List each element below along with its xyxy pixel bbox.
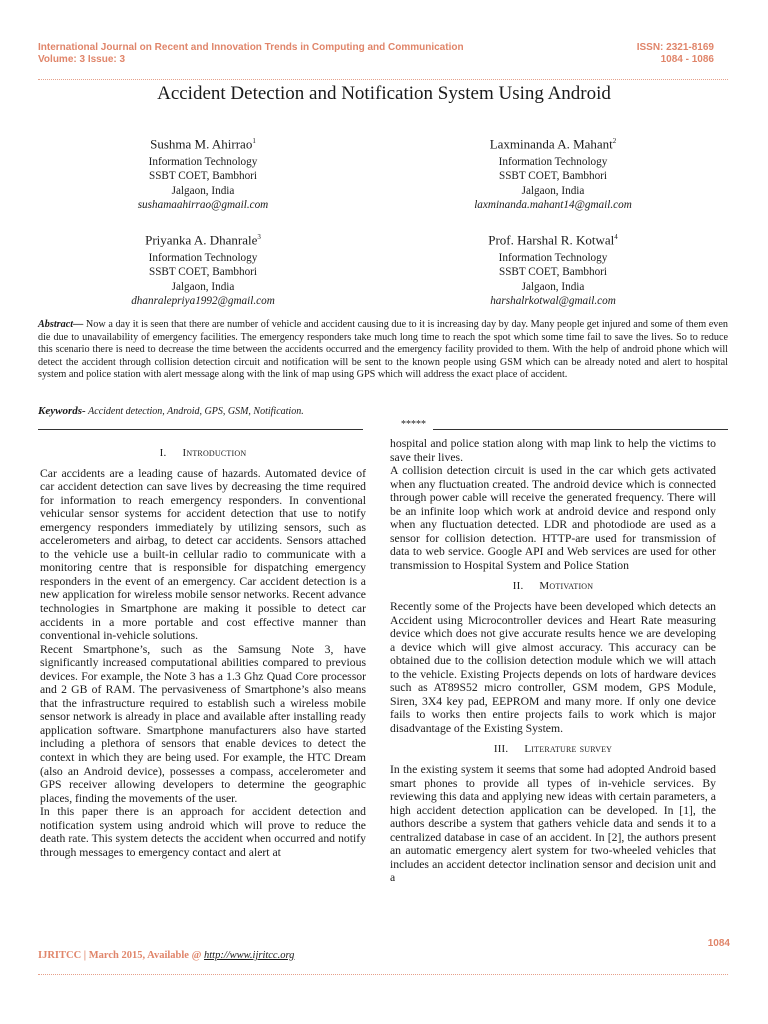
author-loc: Jalgaon, India: [171, 280, 235, 293]
author-email: dhanralepriya1992@gmail.com: [131, 295, 275, 308]
author-block: Sushma M. Ahirrao$^1$ Information Technology SSBT COET, Bambhori Jalgaon, India sushamaahirrao@gmail.com: [73, 134, 333, 213]
paragraph: Recent Smartphone’s, such as the Samsung Note 3, have significantly increased computational abilities compared to previous devices. For example, the Note 3 has a 1.3 Ghz Quad Core processor and 2 GB of RAM. The pervasiveness of Smartphone’s also means that the infrastructure required to establish such a wireless mobile sensor network is already in place and available after installing ready application software. Smartphone manufacturers also have started including a plethora of sensors that enable devices to detect the context in which they are being used. For example, the HTC Dream (also an Android device), possesses a compass, accelerometer and GPS receiver allowing developers to determine the geographic places, finding the movements of the user.: [40, 642, 366, 805]
author-dept: Information Technology: [498, 155, 608, 168]
footer-divider: [38, 974, 728, 975]
left-column: [40, 439, 366, 859]
abstract-label: Abstract—: [38, 319, 84, 330]
section-heading-motivation: II. Motivation: [512, 580, 594, 593]
author-inst: SSBT COET, Bambhori: [148, 170, 258, 183]
author-email: sushamaahirrao@gmail.com: [137, 199, 269, 212]
keywords: [38, 405, 304, 417]
page-number: 1084: [707, 938, 730, 949]
author-name: Prof. Harshal R. Kotwal: [488, 232, 615, 248]
journal-name: International Journal on Recent and Innovation Trends in Computing and Communication: [38, 42, 464, 53]
author-inst: SSBT COET, Bambhori: [498, 170, 608, 183]
author-dept: Information Technology: [148, 251, 258, 264]
footer-link[interactable]: http://www.ijritcc.org: [204, 950, 295, 961]
paragraph: In this paper there is an approach for accident detection and notification system using android which will prove to reduce the death rate. This system detects the accident when occurred and notify through messages to emergency contact and alert at: [40, 805, 366, 859]
keywords-label: Keywords-: [38, 405, 86, 417]
author-email: laxminanda.mahant14@gmail.com: [474, 199, 632, 212]
journal-volume: Volume: 3 Issue: 3: [38, 54, 126, 65]
author-loc: Jalgaon, India: [521, 280, 585, 293]
separator-line-right: [433, 429, 728, 430]
paragraph: A collision detection circuit is used in the car which gets activated when any fluctuation created. The android device which is connected through power cable will receive the generated frequency. There will be an infinite loop which work at android device and respond only when any fluctuation detected. LDR and photodiode are used as a sensor for collision detection. HTTP-are used for transmission of data to web service. Google API and Web services are used for other transmission to Hospital System and Police Station: [390, 464, 716, 572]
paragraph: Car accidents are a leading cause of hazards. Automated device of car accident detection can save lives by decreasing the time required for information to reach emergency responders. In conventional vehicular sensor systems for accident detection that use to notify emergency responders immediately by utilizing sensors, such as accelerometers and airbag, to detect car accidents. Sensors attached to the vehicle use a built-in cellular radio to communicate with a monitoring centre that is responsible for dispatching emergency responders in the event of an emergency. Car accident detection is a new application for wireless mobile sensor networks. Recent advance technologies in Smartphone are making it possible to detect car accidents in a more portable and cost effective manner than conventional in-vehicle solutions.: [40, 466, 366, 643]
author-block: Prof. Harshal R. Kotwal$^4$ Information Technology SSBT COET, Bambhori Jalgaon, India harshalrkotwal@gmail.com: [423, 230, 683, 309]
abstract: [38, 319, 728, 382]
paragraph: In the existing system it seems that some had adopted Android based smart phones to provide all types of in-vehicle services. By reviewing this data and applying new ideas with certain parameters, a high accident detection application can be developed. In [1], the authors describe a system that gathers vehicle data and sends it to a centralized database in case of an accident. In [2], the authors present an automatic emergency alert system for two-wheeled vehicles that includes an accident detector inclination sensor and decision unit and a: [390, 763, 716, 885]
author-inst: SSBT COET, Bambhori: [498, 266, 608, 279]
footer: [38, 950, 294, 961]
author-email: harshalrkotwal@gmail.com: [490, 295, 616, 308]
separator-stars: *****: [401, 419, 426, 430]
paragraph: hospital and police station along with map link to help the victims to save their lives.: [390, 437, 716, 464]
abstract-text: Now a day it is seen that there are number of vehicle and accident causing due to it is increasing day by day. Many people get injured and some of them even die due to unavailability of emergency facilities. The emergency responders take much long time to reach the spot which some time fail to save the lives. So to reduce this scenario there is need to decrease the time between the accidents occurred and the emergency facility provided to them. With the help of android phone which will detect the accident through collision detection circuit and notification will be sent to the known people using GSM which can be already noted and alert to hospital system and police station with alert message along with the link of map using GPS which will address the exact place of accident.: [38, 319, 729, 381]
journal-pages: 1084 - 1086: [660, 54, 714, 65]
author-dept: Information Technology: [498, 251, 608, 264]
author-name: Sushma M. Ahirrao: [150, 136, 253, 152]
right-column: [390, 437, 716, 885]
author-loc: Jalgaon, India: [171, 184, 235, 197]
keywords-text: Accident detection, Android, GPS, GSM, Notification.: [88, 406, 304, 417]
header-divider: [38, 79, 728, 80]
author-inst: SSBT COET, Bambhori: [148, 266, 258, 279]
paragraph: Recently some of the Projects have been developed which detects an Accident using Microcontroller devices and Heart Rate measuring device which does not give accurate results hence we are developing a device which will give almost accuracy. This accuracy can be obtained due to the collision detection module which we will attach to the vehicle. Existing Projects depends on lots of hardware devices such as AT89S52 micro controller, GSM modem, GPS Module, Siren, 3X4 key pad, EEPROM and many more. If only one device fails to works then entire projects fails to work which is major disadvantage of the Existing System.: [390, 600, 716, 735]
footer-text: IJRITCC | March 2015, Available @: [38, 950, 204, 961]
section-heading-introduction: I. Introduction: [159, 447, 247, 459]
section-separator: [38, 419, 728, 433]
author-name: Priyanka A. Dhanrale: [145, 232, 258, 248]
separator-line-left: [38, 429, 363, 430]
author-block: Priyanka A. Dhanrale$^3$ Information Technology SSBT COET, Bambhori Jalgaon, India dhanralepriya1992@gmail.com: [73, 230, 333, 309]
journal-issn: ISSN: 2321-8169: [636, 42, 714, 53]
author-dept: Information Technology: [148, 155, 258, 168]
section-heading-literature-survey: III. Literature survey: [493, 743, 613, 756]
paper-title: Accident Detection and Notification System Using Android: [157, 83, 611, 104]
author-loc: Jalgaon, India: [521, 184, 585, 197]
author-block: Laxminanda A. Mahant$^2$ Information Technology SSBT COET, Bambhori Jalgaon, India laxminanda.mahant14@gmail.com: [423, 134, 683, 213]
author-name: Laxminanda A. Mahant: [489, 136, 613, 152]
